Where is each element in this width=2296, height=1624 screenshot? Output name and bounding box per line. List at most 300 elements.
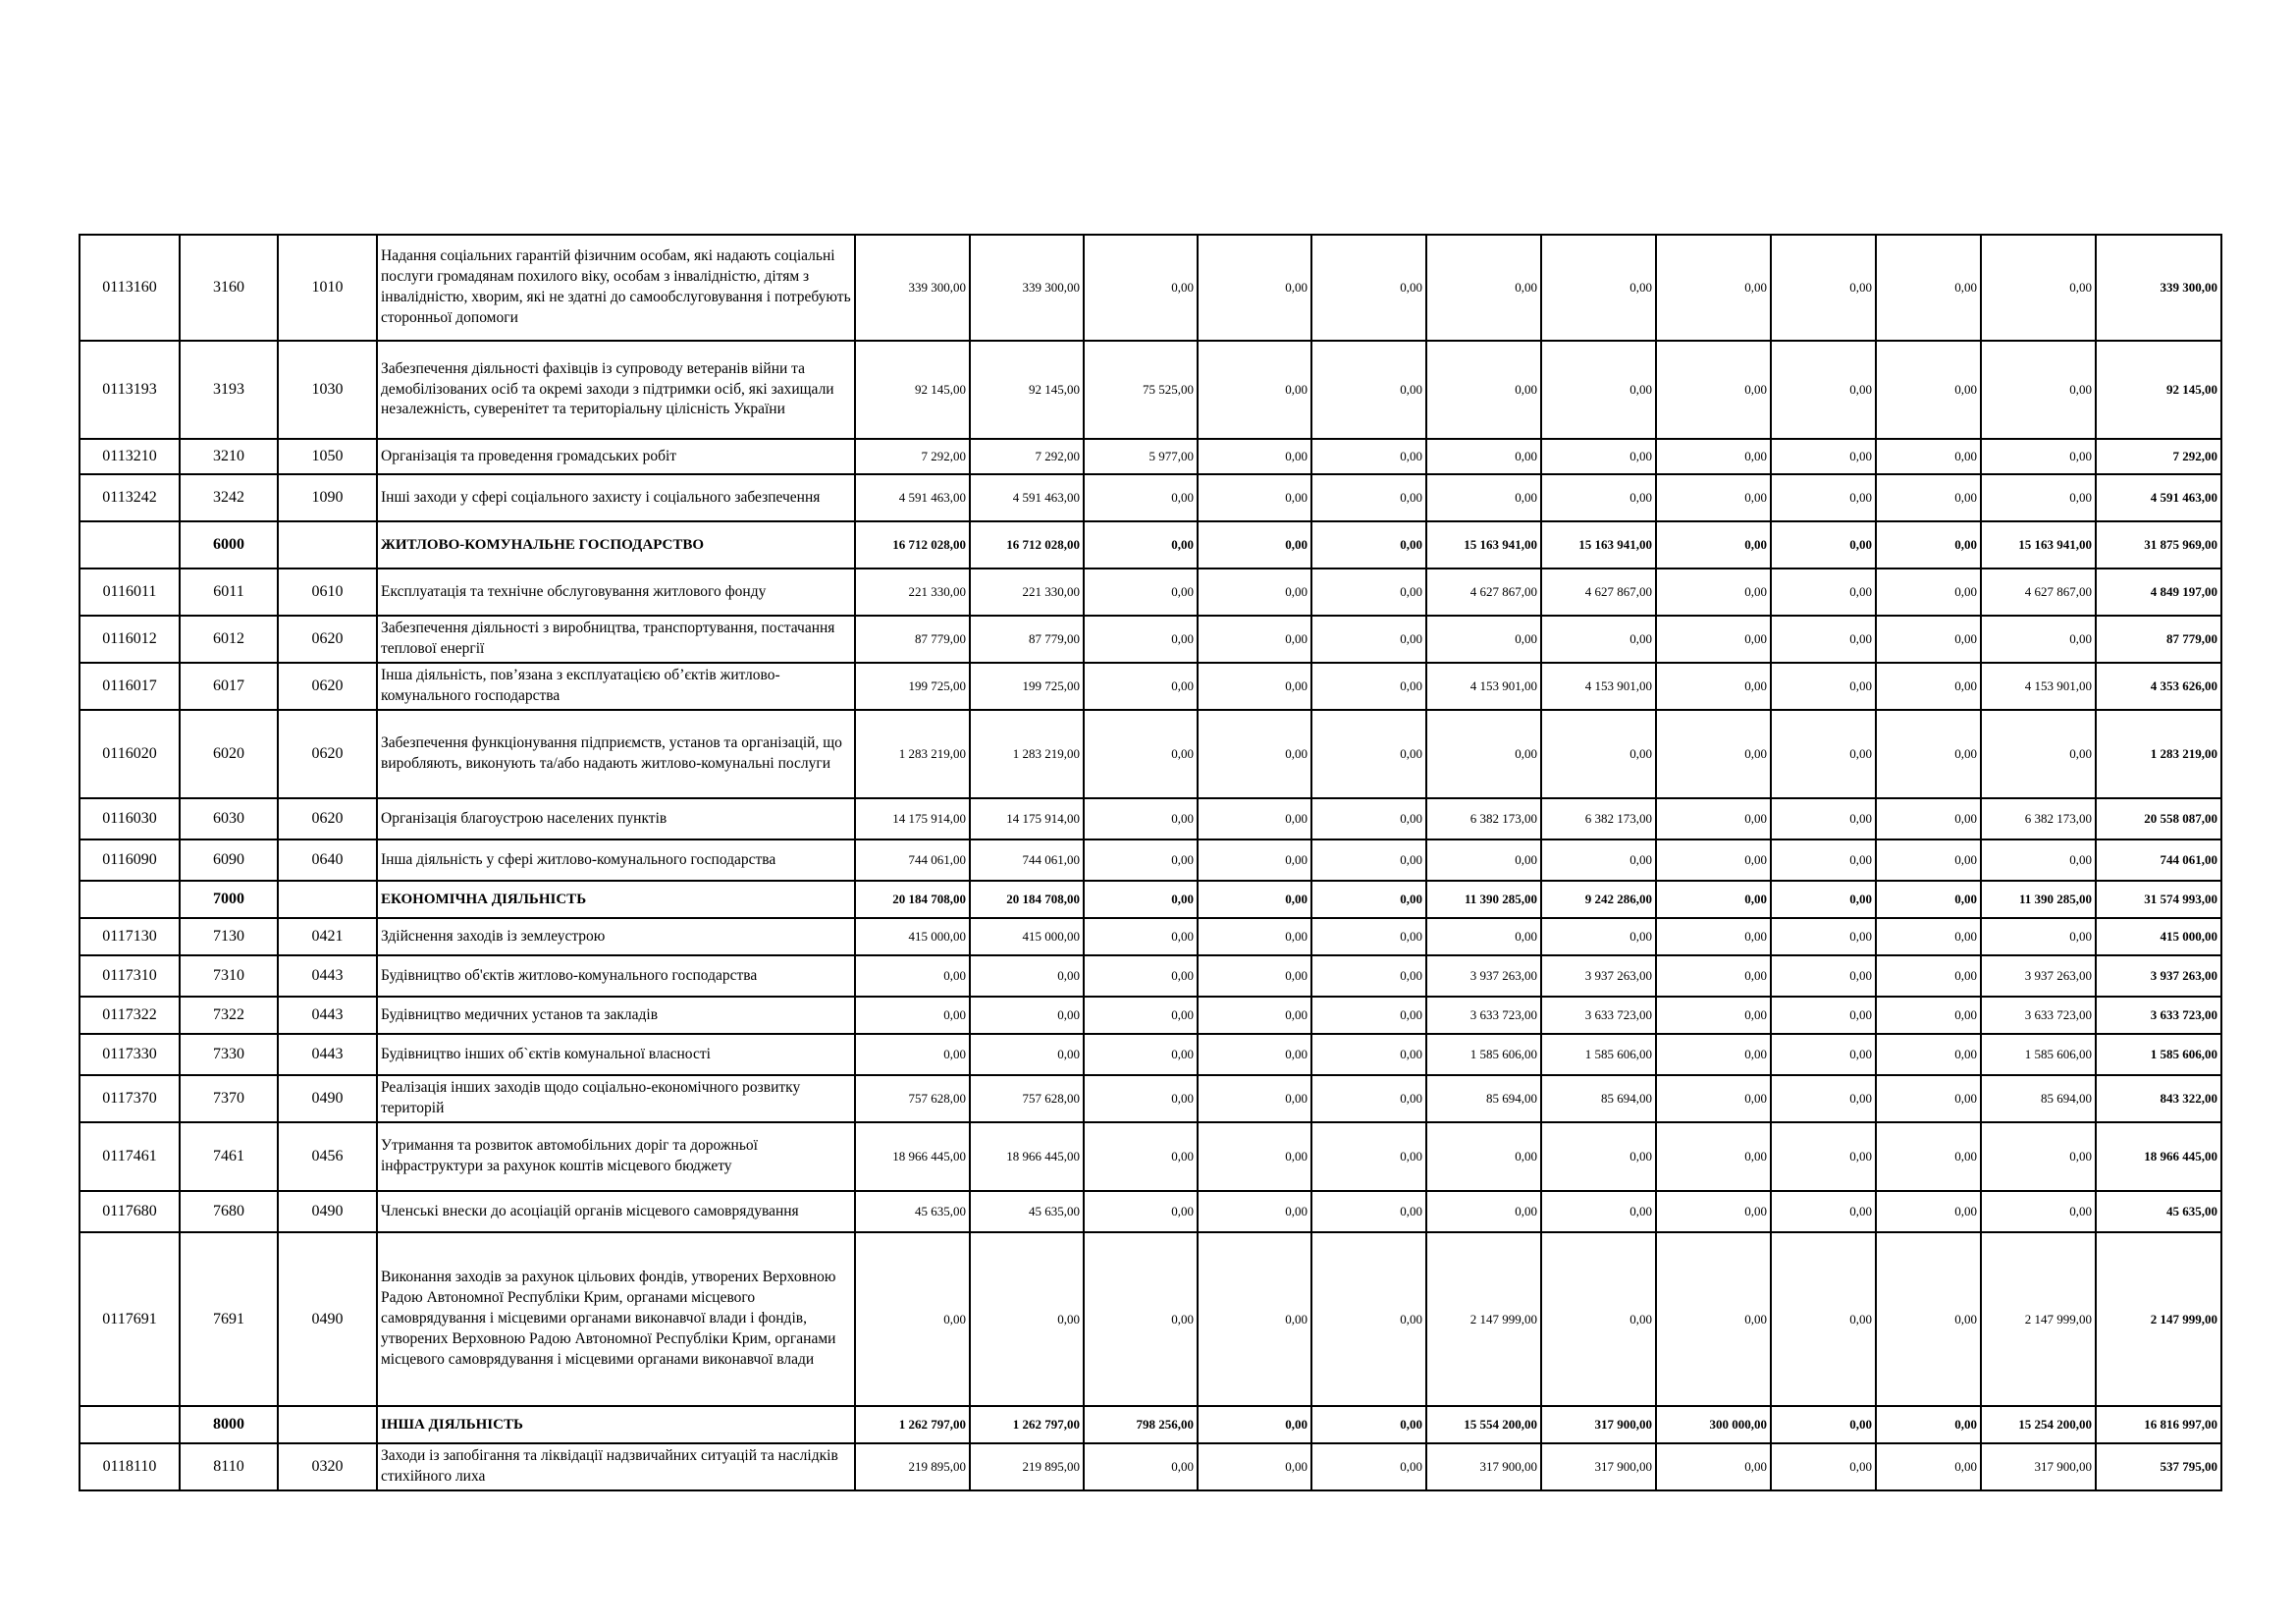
amount-cell: 0,00 [1981,439,2096,474]
amount-cell: 0,00 [1541,1191,1656,1232]
amount-cell: 0,00 [1198,341,1311,439]
amount-cell: 6 382 173,00 [1541,798,1656,839]
amount-cell: 4 153 901,00 [1981,663,2096,710]
amount-cell: 0,00 [1656,616,1771,663]
kfkvk-cell: 0490 [278,1191,377,1232]
kfkvk-cell [278,521,377,568]
amount-cell: 415 000,00 [970,918,1084,955]
amount-cell: 0,00 [1771,521,1876,568]
amount-cell: 757 628,00 [970,1075,1084,1122]
amount-cell: 0,00 [1084,798,1198,839]
amount-cell: 0,00 [1311,798,1426,839]
kpkvk-cell: 0113210 [80,439,180,474]
amount-cell: 0,00 [1771,1075,1876,1122]
kfk-cell: 6017 [180,663,278,710]
amount-cell: 0,00 [1771,568,1876,616]
amount-cell: 0,00 [1198,955,1311,997]
amount-cell: 0,00 [1541,616,1656,663]
kfk-cell: 6012 [180,616,278,663]
kfk-cell: 6000 [180,521,278,568]
amount-cell: 0,00 [1656,798,1771,839]
amount-cell: 45 635,00 [970,1191,1084,1232]
amount-cell: 0,00 [1084,1075,1198,1122]
amount-cell: 0,00 [1771,1232,1876,1406]
amount-cell: 0,00 [1771,1034,1876,1075]
program-name-cell: Заходи із запобігання та ліквідації надзвичайних ситуацій та наслідків стихійного лиха [377,1443,855,1490]
amount-cell: 0,00 [1198,918,1311,955]
amount-cell: 0,00 [1981,616,2096,663]
amount-cell: 0,00 [1084,1232,1198,1406]
amount-cell: 0,00 [1198,1232,1311,1406]
program-name-cell: Будівництво медичних установ та закладів [377,997,855,1034]
kfk-cell: 8000 [180,1406,278,1443]
amount-cell: 16 712 028,00 [970,521,1084,568]
total-amount-cell: 537 795,00 [2096,1443,2221,1490]
amount-cell: 0,00 [1771,1191,1876,1232]
amount-cell: 0,00 [1981,918,2096,955]
total-amount-cell: 20 558 087,00 [2096,798,2221,839]
amount-cell: 0,00 [855,1232,970,1406]
kfkvk-cell: 0443 [278,1034,377,1075]
program-name-cell: Інша діяльність у сфері житлово-комунального господарства [377,839,855,881]
amount-cell: 0,00 [1656,341,1771,439]
amount-cell: 0,00 [1656,1122,1771,1191]
amount-cell: 6 382 173,00 [1981,798,2096,839]
amount-cell: 0,00 [1656,881,1771,918]
total-amount-cell: 2 147 999,00 [2096,1232,2221,1406]
table-row [80,955,2221,997]
kfkvk-cell: 1030 [278,341,377,439]
amount-cell: 0,00 [1876,521,1981,568]
kfk-cell: 6011 [180,568,278,616]
kfkvk-cell: 1090 [278,474,377,521]
amount-cell: 0,00 [1084,235,1198,341]
amount-cell: 0,00 [1198,1034,1311,1075]
amount-cell: 0,00 [1981,839,2096,881]
amount-cell: 0,00 [1541,839,1656,881]
amount-cell: 199 725,00 [970,663,1084,710]
amount-cell: 0,00 [1541,710,1656,798]
amount-cell: 1 585 606,00 [1541,1034,1656,1075]
amount-cell: 0,00 [1876,474,1981,521]
amount-cell: 0,00 [1426,341,1541,439]
kpkvk-cell: 0117330 [80,1034,180,1075]
amount-cell: 0,00 [1198,521,1311,568]
kpkvk-cell: 0116030 [80,798,180,839]
amount-cell: 0,00 [1876,839,1981,881]
amount-cell: 0,00 [1426,1122,1541,1191]
amount-cell: 4 627 867,00 [1426,568,1541,616]
amount-cell: 0,00 [1311,1443,1426,1490]
amount-cell: 0,00 [1771,439,1876,474]
total-amount-cell: 3 633 723,00 [2096,997,2221,1034]
total-amount-cell: 339 300,00 [2096,235,2221,341]
total-amount-cell: 843 322,00 [2096,1075,2221,1122]
total-amount-cell: 45 635,00 [2096,1191,2221,1232]
table-row [80,1191,2221,1232]
table-row [80,798,2221,839]
program-name-cell: ЖИТЛОВО-КОМУНАЛЬНЕ ГОСПОДАРСТВО [377,521,855,568]
total-amount-cell: 16 816 997,00 [2096,1406,2221,1443]
amount-cell: 0,00 [1876,955,1981,997]
total-amount-cell: 87 779,00 [2096,616,2221,663]
amount-cell: 0,00 [1876,1122,1981,1191]
amount-cell: 0,00 [855,955,970,997]
total-amount-cell: 744 061,00 [2096,839,2221,881]
amount-cell: 0,00 [1198,710,1311,798]
program-name-cell: ЕКОНОМІЧНА ДІЯЛЬНІСТЬ [377,881,855,918]
kfk-cell: 7691 [180,1232,278,1406]
kfkvk-cell: 0320 [278,1443,377,1490]
amount-cell: 798 256,00 [1084,1406,1198,1443]
amount-cell: 0,00 [1426,474,1541,521]
group-row [80,1406,2221,1443]
amount-cell: 0,00 [1771,341,1876,439]
amount-cell: 9 242 286,00 [1541,881,1656,918]
total-amount-cell: 7 292,00 [2096,439,2221,474]
amount-cell: 317 900,00 [1426,1443,1541,1490]
amount-cell: 0,00 [1311,710,1426,798]
program-name-cell: Будівництво об'єктів житлово-комунального господарства [377,955,855,997]
kfkvk-cell: 0620 [278,710,377,798]
amount-cell: 0,00 [1311,839,1426,881]
kfkvk-cell: 1010 [278,235,377,341]
amount-cell: 0,00 [1311,474,1426,521]
amount-cell: 0,00 [1771,235,1876,341]
kfk-cell: 7130 [180,918,278,955]
kfk-cell: 6020 [180,710,278,798]
amount-cell: 0,00 [1656,1075,1771,1122]
kpkvk-cell: 0116011 [80,568,180,616]
amount-cell: 0,00 [1198,439,1311,474]
amount-cell: 3 937 263,00 [1981,955,2096,997]
kfk-cell: 3210 [180,439,278,474]
amount-cell: 0,00 [1198,1122,1311,1191]
amount-cell: 3 633 723,00 [1541,997,1656,1034]
amount-cell: 15 163 941,00 [1426,521,1541,568]
kfk-cell: 7461 [180,1122,278,1191]
kpkvk-cell: 0117461 [80,1122,180,1191]
table-row [80,568,2221,616]
amount-cell: 0,00 [1771,881,1876,918]
table-row [80,839,2221,881]
amount-cell: 0,00 [1771,955,1876,997]
total-amount-cell: 1 283 219,00 [2096,710,2221,798]
amount-cell: 0,00 [1426,918,1541,955]
program-name-cell: Надання соціальних гарантій фізичним особам, які надають соціальні послуги громадянам похилого віку, особам з інвалідністю, дітям з інвалідністю, хворим, які не здатні до самообслуговування і потребують сторонньої допомоги [377,235,855,341]
amount-cell: 4 153 901,00 [1426,663,1541,710]
amount-cell: 0,00 [1311,439,1426,474]
budget-table [79,234,2222,1491]
amount-cell: 744 061,00 [970,839,1084,881]
kfk-cell: 7330 [180,1034,278,1075]
kfkvk-cell [278,881,377,918]
kfk-cell: 6090 [180,839,278,881]
amount-cell: 0,00 [1876,1034,1981,1075]
amount-cell: 0,00 [1311,616,1426,663]
amount-cell: 0,00 [1876,663,1981,710]
program-name-cell: Членські внески до асоціацій органів місцевого самоврядування [377,1191,855,1232]
kpkvk-cell: 0117370 [80,1075,180,1122]
amount-cell: 0,00 [1771,1122,1876,1191]
amount-cell: 11 390 285,00 [1426,881,1541,918]
amount-cell: 15 254 200,00 [1981,1406,2096,1443]
amount-cell: 317 900,00 [1541,1406,1656,1443]
amount-cell: 0,00 [1541,341,1656,439]
amount-cell: 1 262 797,00 [970,1406,1084,1443]
amount-cell: 0,00 [1771,474,1876,521]
total-amount-cell: 18 966 445,00 [2096,1122,2221,1191]
kfk-cell: 7310 [180,955,278,997]
amount-cell: 4 627 867,00 [1981,568,2096,616]
kfkvk-cell: 0421 [278,918,377,955]
kfk-cell: 6030 [180,798,278,839]
amount-cell: 0,00 [1426,616,1541,663]
amount-cell: 0,00 [1084,839,1198,881]
total-amount-cell: 92 145,00 [2096,341,2221,439]
kpkvk-cell: 0116017 [80,663,180,710]
amount-cell: 0,00 [1311,341,1426,439]
kpkvk-cell: 0117130 [80,918,180,955]
amount-cell: 87 779,00 [855,616,970,663]
amount-cell: 744 061,00 [855,839,970,881]
amount-cell: 4 591 463,00 [970,474,1084,521]
amount-cell: 0,00 [970,997,1084,1034]
kpkvk-cell: 0113160 [80,235,180,341]
total-amount-cell: 31 875 969,00 [2096,521,2221,568]
amount-cell: 0,00 [1198,798,1311,839]
kfk-cell: 7000 [180,881,278,918]
group-row [80,521,2221,568]
amount-cell: 0,00 [1084,1034,1198,1075]
amount-cell: 18 966 445,00 [970,1122,1084,1191]
amount-cell: 0,00 [1084,1191,1198,1232]
amount-cell: 0,00 [1198,1443,1311,1490]
kfkvk-cell: 0490 [278,1075,377,1122]
kpkvk-cell: 0117680 [80,1191,180,1232]
amount-cell: 0,00 [970,955,1084,997]
table-row [80,439,2221,474]
amount-cell: 0,00 [1311,663,1426,710]
amount-cell: 0,00 [1084,1443,1198,1490]
amount-cell: 92 145,00 [855,341,970,439]
amount-cell: 0,00 [1541,235,1656,341]
amount-cell: 0,00 [1981,235,2096,341]
amount-cell: 0,00 [1084,710,1198,798]
amount-cell: 0,00 [1198,474,1311,521]
amount-cell: 0,00 [1656,710,1771,798]
amount-cell: 0,00 [1656,955,1771,997]
kpkvk-cell: 0118110 [80,1443,180,1490]
amount-cell: 0,00 [1541,918,1656,955]
amount-cell: 0,00 [1656,1232,1771,1406]
amount-cell: 0,00 [1876,568,1981,616]
amount-cell: 0,00 [1311,1232,1426,1406]
total-amount-cell: 1 585 606,00 [2096,1034,2221,1075]
amount-cell: 0,00 [1771,710,1876,798]
kfkvk-cell: 0490 [278,1232,377,1406]
amount-cell: 0,00 [1311,881,1426,918]
amount-cell: 14 175 914,00 [855,798,970,839]
program-name-cell: Організація благоустрою населених пунктів [377,798,855,839]
program-name-cell: Інша діяльність, пов’язана з експлуатацією об’єктів житлово-комунального господарства [377,663,855,710]
table-row [80,1232,2221,1406]
amount-cell: 15 163 941,00 [1541,521,1656,568]
amount-cell: 0,00 [1981,1191,2096,1232]
program-name-cell: Будівництво інших об`єктів комунальної власності [377,1034,855,1075]
amount-cell: 1 283 219,00 [855,710,970,798]
amount-cell: 0,00 [1426,1191,1541,1232]
amount-cell: 0,00 [1084,881,1198,918]
amount-cell: 0,00 [1311,521,1426,568]
table-row [80,616,2221,663]
kpkvk-cell: 0116090 [80,839,180,881]
table-row [80,1034,2221,1075]
amount-cell: 0,00 [1876,1406,1981,1443]
program-name-cell: ІНША ДІЯЛЬНІСТЬ [377,1406,855,1443]
program-name-cell: Забезпечення функціонування підприємств, установ та організацій, що виробляють, виконують та/або надають житлово-комунальні послуги [377,710,855,798]
amount-cell: 0,00 [1198,997,1311,1034]
total-amount-cell: 3 937 263,00 [2096,955,2221,997]
amount-cell: 20 184 708,00 [970,881,1084,918]
amount-cell: 0,00 [1656,839,1771,881]
amount-cell: 0,00 [1656,521,1771,568]
amount-cell: 4 153 901,00 [1541,663,1656,710]
amount-cell: 0,00 [970,1232,1084,1406]
amount-cell: 1 585 606,00 [1981,1034,2096,1075]
amount-cell: 0,00 [1084,568,1198,616]
amount-cell: 0,00 [1311,235,1426,341]
amount-cell: 0,00 [1771,839,1876,881]
amount-cell: 3 633 723,00 [1981,997,2096,1034]
amount-cell: 0,00 [1084,1122,1198,1191]
amount-cell: 0,00 [1198,235,1311,341]
amount-cell: 0,00 [1084,997,1198,1034]
kpkvk-cell [80,521,180,568]
program-name-cell: Інші заходи у сфері соціального захисту і соціального забезпечення [377,474,855,521]
amount-cell: 0,00 [1426,710,1541,798]
kpkvk-cell: 0117691 [80,1232,180,1406]
table-row [80,235,2221,341]
kfkvk-cell: 0456 [278,1122,377,1191]
table-row [80,663,2221,710]
table-body [80,235,2221,1490]
amount-cell: 0,00 [1198,1406,1311,1443]
amount-cell: 0,00 [1771,1406,1876,1443]
amount-cell: 0,00 [1311,1122,1426,1191]
amount-cell: 0,00 [1876,798,1981,839]
kfkvk-cell: 0443 [278,997,377,1034]
amount-cell: 0,00 [1311,1075,1426,1122]
amount-cell: 1 262 797,00 [855,1406,970,1443]
amount-cell: 3 937 263,00 [1541,955,1656,997]
amount-cell: 2 147 999,00 [1981,1232,2096,1406]
table-row [80,474,2221,521]
amount-cell: 0,00 [1084,521,1198,568]
amount-cell: 0,00 [1771,798,1876,839]
total-amount-cell: 4 849 197,00 [2096,568,2221,616]
amount-cell: 0,00 [855,1034,970,1075]
amount-cell: 0,00 [1876,1075,1981,1122]
total-amount-cell: 4 353 626,00 [2096,663,2221,710]
amount-cell: 14 175 914,00 [970,798,1084,839]
kfk-cell: 3160 [180,235,278,341]
amount-cell: 0,00 [1656,568,1771,616]
kfkvk-cell: 0620 [278,663,377,710]
amount-cell: 0,00 [1771,616,1876,663]
amount-cell: 317 900,00 [1541,1443,1656,1490]
amount-cell: 0,00 [1311,1034,1426,1075]
amount-cell: 20 184 708,00 [855,881,970,918]
amount-cell: 0,00 [1771,918,1876,955]
kfkvk-cell: 1050 [278,439,377,474]
table-row [80,1075,2221,1122]
kfk-cell: 8110 [180,1443,278,1490]
amount-cell: 0,00 [1084,616,1198,663]
amount-cell: 0,00 [1876,1443,1981,1490]
amount-cell: 0,00 [1876,235,1981,341]
amount-cell: 219 895,00 [970,1443,1084,1490]
amount-cell: 0,00 [1198,663,1311,710]
amount-cell: 0,00 [1311,955,1426,997]
amount-cell: 2 147 999,00 [1426,1232,1541,1406]
amount-cell: 0,00 [1981,710,2096,798]
amount-cell: 85 694,00 [1541,1075,1656,1122]
amount-cell: 0,00 [1876,616,1981,663]
amount-cell: 757 628,00 [855,1075,970,1122]
amount-cell: 0,00 [1876,1191,1981,1232]
amount-cell: 0,00 [1198,568,1311,616]
kfkvk-cell: 0640 [278,839,377,881]
amount-cell: 339 300,00 [970,235,1084,341]
amount-cell: 0,00 [1084,474,1198,521]
amount-cell: 4 627 867,00 [1541,568,1656,616]
amount-cell: 7 292,00 [970,439,1084,474]
amount-cell: 0,00 [1541,1232,1656,1406]
kfk-cell: 7370 [180,1075,278,1122]
amount-cell: 0,00 [1771,1443,1876,1490]
amount-cell: 1 585 606,00 [1426,1034,1541,1075]
amount-cell: 0,00 [1311,997,1426,1034]
amount-cell: 0,00 [1876,997,1981,1034]
kfk-cell: 3242 [180,474,278,521]
amount-cell: 85 694,00 [1426,1075,1541,1122]
amount-cell: 0,00 [1876,881,1981,918]
program-name-cell: Виконання заходів за рахунок цільових фондів, утворених Верховною Радою Автономної Республіки Крим, органами місцевого самоврядування і місцевими органами виконавчої влади і фондів, утворених Верховною Радою Автономної Республіки Крим, органами місцевого самоврядування і місцевими органами виконавчої влади [377,1232,855,1406]
kpkvk-cell: 0113242 [80,474,180,521]
amount-cell: 15 554 200,00 [1426,1406,1541,1443]
kfkvk-cell [278,1406,377,1443]
amount-cell: 0,00 [855,997,970,1034]
kfk-cell: 3193 [180,341,278,439]
amount-cell: 221 330,00 [970,568,1084,616]
amount-cell: 219 895,00 [855,1443,970,1490]
amount-cell: 1 283 219,00 [970,710,1084,798]
amount-cell: 339 300,00 [855,235,970,341]
table-row [80,918,2221,955]
amount-cell: 0,00 [1426,235,1541,341]
kpkvk-cell [80,881,180,918]
table-row [80,1443,2221,1490]
kpkvk-cell: 0116012 [80,616,180,663]
program-name-cell: Здійснення заходів із землеустрою [377,918,855,955]
kpkvk-cell: 0117322 [80,997,180,1034]
amount-cell: 5 977,00 [1084,439,1198,474]
program-name-cell: Забезпечення діяльності з виробництва, транспортування, постачання теплової енергії [377,616,855,663]
amount-cell: 45 635,00 [855,1191,970,1232]
amount-cell: 75 525,00 [1084,341,1198,439]
kpkvk-cell: 0117310 [80,955,180,997]
